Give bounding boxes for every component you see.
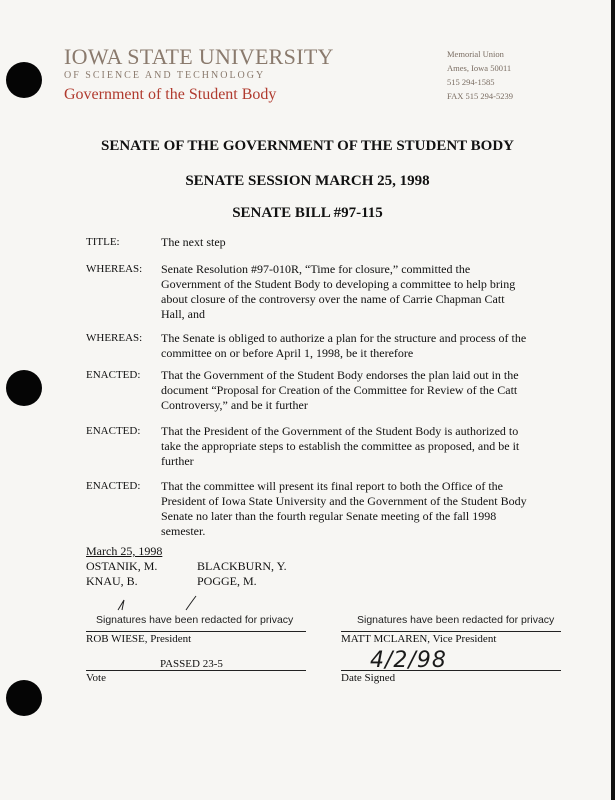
date-signed-line bbox=[341, 670, 561, 671]
clause-text: The Senate is obliged to authorize a plan for the structure and process of the committee on or before April 1, 1998, be it therefore bbox=[161, 331, 527, 360]
clause-label: WHEREAS: bbox=[86, 263, 143, 275]
vote-line bbox=[86, 670, 306, 671]
clause-text: That the President of the Government of the Student Body is authorized to take the appropriate steps to establish the committee as proposed, and be it further bbox=[161, 424, 520, 468]
clause-text: That the Government of the Student Body endorses the plan laid out in the document “Proposal for Creation of the Committee for Review of the Catt Controversy,” and be it further bbox=[161, 368, 519, 412]
vice-president-label: MATT MCLAREN, Vice President bbox=[341, 633, 497, 645]
signature-line-president bbox=[86, 631, 306, 632]
vote-result: PASSED 23-5 bbox=[160, 658, 223, 670]
clause-text: That the committee will present its final report to both the Office of the President of Iowa State University and the Government of the Student Body Senate no later than the fourth regular Senate meeting of the fall 1998 semester. bbox=[161, 479, 527, 538]
contact-line: FAX 515 294-5239 bbox=[447, 91, 513, 101]
clause-text: Senate Resolution #97-010R, “Time for closure,” committed the Government of the Student Body to developing a committee to help bring about closure of the controversy over the name of Carrie Chapman Catt Hall, and bbox=[161, 262, 516, 321]
clause-text: The next step bbox=[161, 235, 226, 249]
date-signed-label: Date Signed bbox=[341, 672, 396, 684]
session-heading: SENATE SESSION MARCH 25, 1998 bbox=[185, 173, 430, 189]
senate-heading: SENATE OF THE GOVERNMENT OF THE STUDENT BODY bbox=[100, 138, 514, 154]
signature-stroke-marks bbox=[110, 592, 220, 614]
clause-label: ENACTED: bbox=[86, 425, 141, 437]
contact-block bbox=[447, 47, 513, 103]
signature-line-vice-president bbox=[341, 631, 561, 632]
sponsor-date: March 25, 1998 bbox=[86, 544, 163, 558]
sponsor-name: KNAU, B. bbox=[86, 574, 138, 588]
punch-hole bbox=[6, 62, 42, 98]
president-label: ROB WIESE, President bbox=[86, 633, 192, 645]
clause-label: ENACTED: bbox=[86, 369, 141, 381]
handwritten-date: 4/2/98 bbox=[370, 648, 447, 673]
redaction-note-president: Signatures have been redacted for privacy bbox=[96, 614, 294, 626]
contact-line: Ames, Iowa 50011 bbox=[447, 63, 512, 73]
punch-hole bbox=[6, 680, 42, 716]
university-subtitle: OF SCIENCE AND TECHNOLOGY bbox=[64, 70, 266, 81]
clause-label: WHEREAS: bbox=[86, 332, 143, 344]
redaction-note-vice-president: Signatures have been redacted for privacy bbox=[357, 614, 555, 626]
clause-label: TITLE: bbox=[86, 236, 120, 248]
department-name: Government of the Student Body bbox=[64, 86, 277, 103]
vote-label: Vote bbox=[86, 672, 106, 684]
clause-label: ENACTED: bbox=[86, 480, 141, 492]
punch-hole bbox=[6, 370, 42, 406]
contact-line: 515 294-1585 bbox=[447, 77, 495, 87]
scan-edge bbox=[611, 0, 615, 800]
university-name: IOWA STATE UNIVERSITY bbox=[64, 44, 334, 69]
sponsor-name: BLACKBURN, Y. bbox=[197, 559, 287, 573]
bill-heading: SENATE BILL #97-115 bbox=[232, 205, 383, 221]
sponsor-name: OSTANIK, M. bbox=[86, 559, 158, 573]
contact-line: Memorial Union bbox=[447, 49, 504, 59]
sponsor-name: POGGE, M. bbox=[197, 574, 257, 588]
